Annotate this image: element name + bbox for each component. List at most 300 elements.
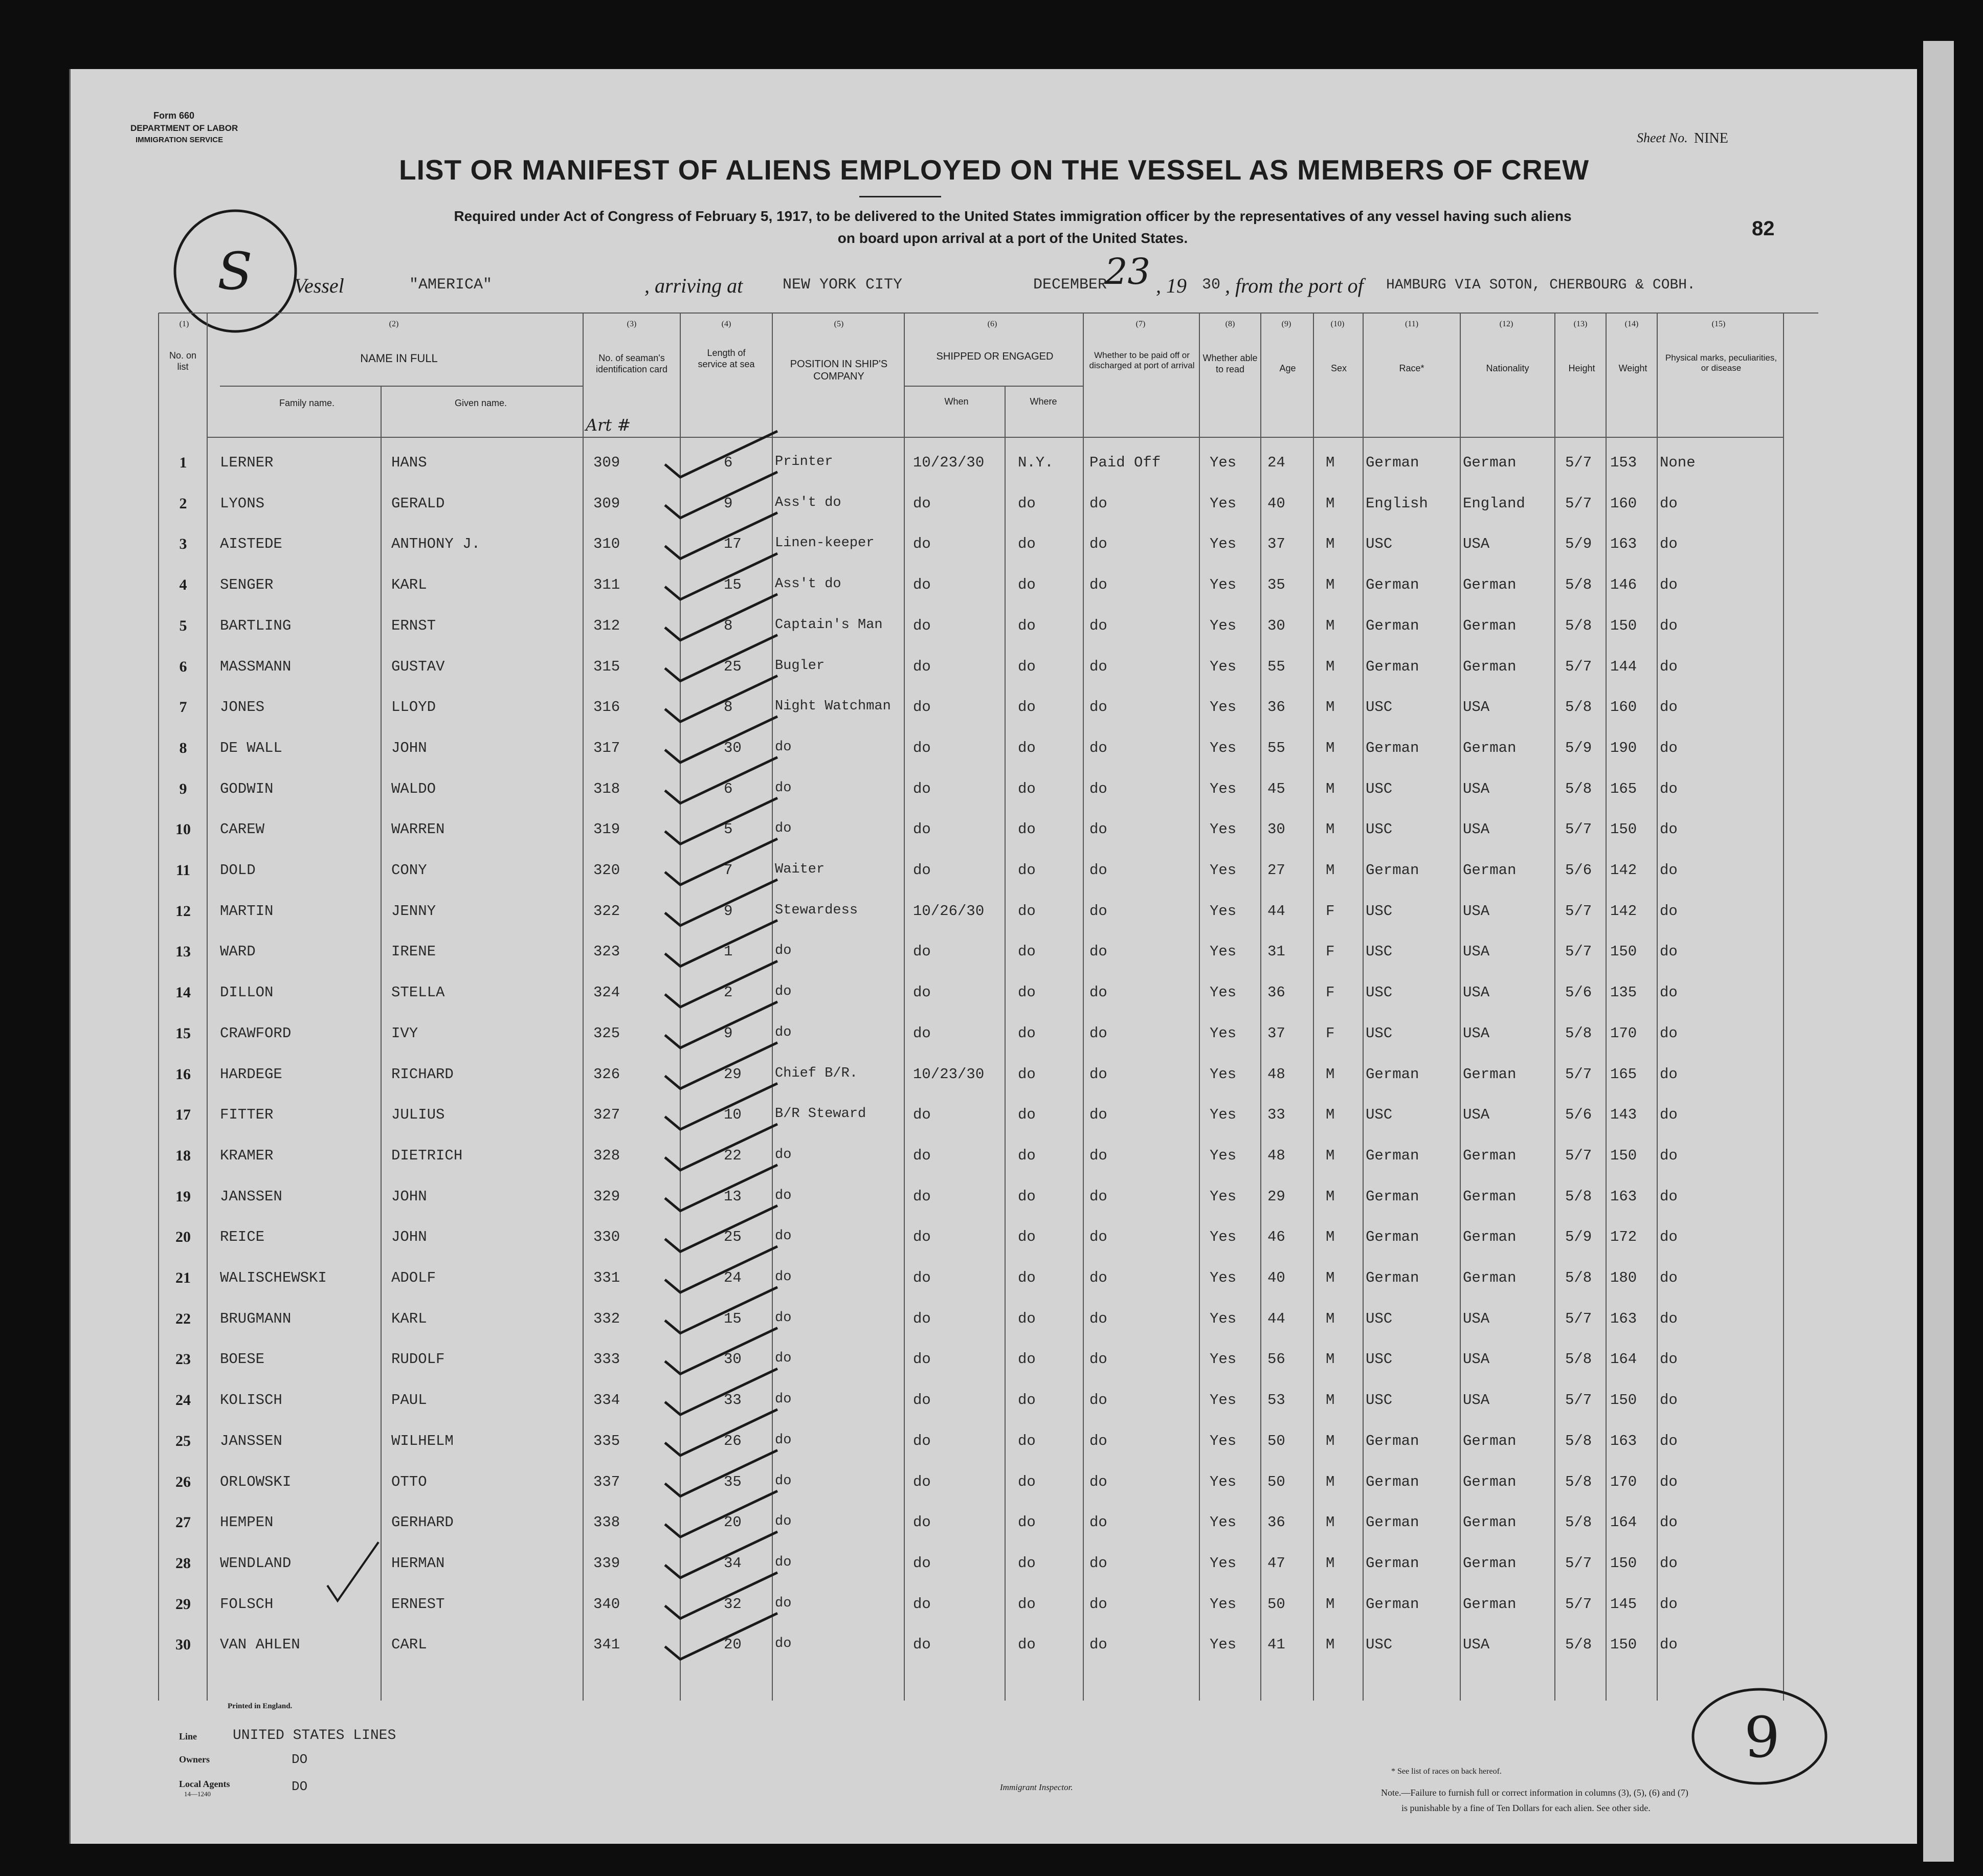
length-service-cell: 32 bbox=[724, 1595, 742, 1613]
height-cell: 5/7 bbox=[1565, 1595, 1592, 1613]
id-card-cell: 327 bbox=[593, 1106, 620, 1124]
id-card-cell: 319 bbox=[593, 821, 620, 838]
shipped-when-cell: do bbox=[913, 1269, 931, 1286]
row-number: 26 bbox=[175, 1473, 191, 1490]
height-cell: 5/7 bbox=[1565, 1147, 1592, 1164]
given-name-cell: DIETRICH bbox=[391, 1147, 463, 1164]
race-cell: German bbox=[1366, 658, 1419, 675]
paid-off-cell: Paid Off bbox=[1089, 454, 1161, 471]
able-to-read-cell: Yes bbox=[1210, 1229, 1237, 1246]
position-cell: Bugler bbox=[775, 658, 825, 674]
weight-cell: 163 bbox=[1610, 1432, 1637, 1449]
row-number: 18 bbox=[175, 1147, 191, 1164]
row-number: 29 bbox=[175, 1595, 191, 1613]
age-cell: 37 bbox=[1267, 535, 1285, 553]
given-name-cell: JOHN bbox=[391, 1188, 427, 1205]
age-cell: 44 bbox=[1267, 902, 1285, 920]
position-cell: do bbox=[775, 1473, 792, 1489]
paid-off-cell: do bbox=[1089, 1636, 1107, 1654]
weight-cell: 165 bbox=[1610, 1065, 1637, 1083]
shipped-where-cell: do bbox=[1018, 576, 1036, 594]
shipped-when-cell: do bbox=[913, 658, 931, 675]
height-cell: 5/8 bbox=[1565, 1473, 1592, 1490]
id-card-cell: 332 bbox=[593, 1310, 620, 1327]
check-mark bbox=[665, 1205, 777, 1252]
race-cell: USC bbox=[1366, 1106, 1393, 1124]
race-cell: German bbox=[1366, 1595, 1419, 1613]
line-label: Line bbox=[179, 1731, 197, 1741]
shipped-when-cell: do bbox=[913, 699, 931, 716]
family-name-cell: SENGER bbox=[220, 576, 274, 594]
nationality-cell: USA bbox=[1463, 1351, 1490, 1368]
height-cell: 5/8 bbox=[1565, 1432, 1592, 1449]
length-service-cell: 30 bbox=[724, 739, 742, 756]
physical-marks-cell: do bbox=[1660, 1024, 1678, 1042]
col-num-3: (3) bbox=[627, 320, 637, 328]
check-mark bbox=[665, 717, 777, 763]
weight-cell: 150 bbox=[1610, 617, 1637, 634]
sheet-value: NINE bbox=[1694, 130, 1728, 146]
physical-marks-cell: do bbox=[1660, 1106, 1678, 1124]
shipped-when-cell: do bbox=[913, 535, 931, 553]
race-cell: USC bbox=[1366, 821, 1393, 838]
able-to-read-cell: Yes bbox=[1210, 1106, 1237, 1124]
inspector-label: Immigrant Inspector. bbox=[1000, 1782, 1073, 1792]
sex-cell: M bbox=[1326, 699, 1335, 716]
check-mark bbox=[665, 1002, 777, 1048]
nationality-cell: German bbox=[1463, 454, 1517, 471]
check-mark bbox=[665, 1491, 777, 1537]
id-card-cell: 329 bbox=[593, 1188, 620, 1205]
form-number: Form 660 bbox=[153, 110, 195, 121]
weight-cell: 170 bbox=[1610, 1473, 1637, 1490]
length-service-cell: 8 bbox=[724, 617, 733, 634]
height-cell: 5/7 bbox=[1565, 1310, 1592, 1327]
header-where: Where bbox=[1030, 396, 1057, 407]
check-mark bbox=[665, 594, 777, 640]
length-service-cell: 29 bbox=[724, 1065, 742, 1083]
id-card-cell: 311 bbox=[593, 576, 620, 594]
paid-off-cell: do bbox=[1089, 1269, 1107, 1286]
row-number: 2 bbox=[179, 495, 187, 512]
race-cell: USC bbox=[1366, 1392, 1393, 1409]
header-id-card: No. of seaman's identification card bbox=[595, 353, 668, 374]
shipped-when-cell: do bbox=[913, 1024, 931, 1042]
family-name-cell: HARDEGE bbox=[220, 1065, 282, 1083]
able-to-read-cell: Yes bbox=[1210, 1432, 1237, 1449]
length-service-cell: 6 bbox=[724, 454, 733, 471]
family-name-cell: FITTER bbox=[220, 1106, 274, 1124]
shipped-when-cell: do bbox=[913, 862, 931, 879]
length-service-cell: 20 bbox=[724, 1514, 742, 1531]
family-name-cell: VAN AHLEN bbox=[220, 1636, 300, 1654]
weight-cell: 144 bbox=[1610, 658, 1637, 675]
shipped-when-cell: do bbox=[913, 984, 931, 1001]
check-mark bbox=[665, 1328, 777, 1374]
shipped-when-cell: do bbox=[913, 1432, 931, 1449]
subtitle-line-1: Required under Act of Congress of February 5, 1917, to be delivered to the United States immigration officer by the representatives of any vessel having such aliens bbox=[454, 208, 1572, 224]
position-cell: do bbox=[775, 1229, 792, 1244]
shipped-where-cell: do bbox=[1018, 617, 1036, 634]
check-mark bbox=[665, 553, 777, 599]
race-cell: German bbox=[1366, 1269, 1419, 1286]
race-cell: USC bbox=[1366, 1636, 1393, 1654]
shipped-where-cell: do bbox=[1018, 1351, 1036, 1368]
height-cell: 5/8 bbox=[1565, 617, 1592, 634]
shipped-when-cell: do bbox=[913, 1229, 931, 1246]
shipped-where-cell: do bbox=[1018, 862, 1036, 879]
paid-off-cell: do bbox=[1089, 1106, 1107, 1124]
physical-marks-cell: do bbox=[1660, 739, 1678, 756]
nationality-cell: USA bbox=[1463, 984, 1490, 1001]
shipped-where-cell: do bbox=[1018, 1310, 1036, 1327]
paid-off-cell: do bbox=[1089, 1065, 1107, 1083]
position-cell: do bbox=[775, 943, 792, 959]
sex-cell: M bbox=[1326, 1269, 1335, 1286]
weight-cell: 150 bbox=[1610, 821, 1637, 838]
shipped-when-cell: do bbox=[913, 821, 931, 838]
row-number: 10 bbox=[175, 821, 191, 838]
sex-cell: M bbox=[1326, 1392, 1335, 1409]
nationality-cell: USA bbox=[1463, 943, 1490, 961]
weight-cell: 150 bbox=[1610, 943, 1637, 961]
position-cell: Ass't do bbox=[775, 576, 841, 592]
check-mark bbox=[665, 635, 777, 681]
weight-cell: 165 bbox=[1610, 780, 1637, 797]
family-name-cell: DE WALL bbox=[220, 739, 282, 756]
id-card-cell: 316 bbox=[593, 699, 620, 716]
weight-cell: 150 bbox=[1610, 1636, 1637, 1654]
length-service-cell: 17 bbox=[724, 535, 742, 553]
position-cell: do bbox=[775, 1310, 792, 1326]
paid-off-cell: do bbox=[1089, 984, 1107, 1001]
able-to-read-cell: Yes bbox=[1210, 1188, 1237, 1205]
position-cell: Linen-keeper bbox=[775, 535, 875, 551]
col-num-9: (9) bbox=[1281, 320, 1291, 328]
shipped-when-cell: 10/23/30 bbox=[913, 454, 985, 471]
nationality-cell: German bbox=[1463, 1554, 1517, 1572]
shipped-where-cell: do bbox=[1018, 1473, 1036, 1490]
year-prefix: , 19 bbox=[1156, 274, 1187, 297]
weight-cell: 163 bbox=[1610, 1310, 1637, 1327]
position-cell: do bbox=[775, 1595, 792, 1611]
row-number: 11 bbox=[175, 862, 191, 879]
sex-cell: M bbox=[1326, 739, 1335, 756]
paid-off-cell: do bbox=[1089, 902, 1107, 920]
height-cell: 5/7 bbox=[1565, 1554, 1592, 1572]
check-mark bbox=[665, 1043, 777, 1089]
race-cell: German bbox=[1366, 1432, 1419, 1449]
given-name-cell: KARL bbox=[391, 1310, 427, 1327]
physical-marks-cell: do bbox=[1660, 617, 1678, 634]
id-card-cell: 337 bbox=[593, 1473, 620, 1490]
race-cell: German bbox=[1366, 1147, 1419, 1164]
shipped-when-cell: do bbox=[913, 943, 931, 961]
length-service-cell: 25 bbox=[724, 1229, 742, 1246]
family-name-cell: JANSSEN bbox=[220, 1432, 282, 1449]
given-name-cell: CONY bbox=[391, 862, 427, 879]
physical-marks-cell: do bbox=[1660, 1595, 1678, 1613]
given-name-cell: OTTO bbox=[391, 1473, 427, 1490]
age-cell: 36 bbox=[1267, 699, 1285, 716]
family-name-cell: AISTEDE bbox=[220, 535, 282, 553]
family-name-cell: GODWIN bbox=[220, 780, 274, 797]
race-cell: USC bbox=[1366, 1024, 1393, 1042]
able-to-read-cell: Yes bbox=[1210, 1554, 1237, 1572]
able-to-read-cell: Yes bbox=[1210, 535, 1237, 553]
age-cell: 50 bbox=[1267, 1432, 1285, 1449]
paid-off-cell: do bbox=[1089, 617, 1107, 634]
race-cell: German bbox=[1366, 1554, 1419, 1572]
age-cell: 30 bbox=[1267, 821, 1285, 838]
given-name-cell: RUDOLF bbox=[391, 1351, 445, 1368]
given-name-cell: WILHELM bbox=[391, 1432, 454, 1449]
row-number: 30 bbox=[175, 1636, 191, 1654]
sex-cell: M bbox=[1326, 617, 1335, 634]
header-given-name: Given name. bbox=[454, 398, 507, 408]
position-cell: do bbox=[775, 1147, 792, 1163]
weight-cell: 190 bbox=[1610, 739, 1637, 756]
race-cell: German bbox=[1366, 1229, 1419, 1246]
shipped-where-cell: do bbox=[1018, 1147, 1036, 1164]
paid-off-cell: do bbox=[1089, 1351, 1107, 1368]
age-cell: 27 bbox=[1267, 862, 1285, 879]
nationality-cell: USA bbox=[1463, 1024, 1490, 1042]
row-number: 12 bbox=[175, 902, 191, 920]
col-num-11: (11) bbox=[1405, 320, 1419, 328]
row-number: 25 bbox=[175, 1432, 191, 1449]
col-num-12: (12) bbox=[1499, 320, 1513, 328]
length-service-cell: 22 bbox=[724, 1147, 742, 1164]
header-physical-marks: Physical marks, peculiarities, or disease bbox=[1665, 353, 1777, 373]
id-card-cell: 318 bbox=[593, 780, 620, 797]
length-service-cell: 9 bbox=[724, 495, 733, 512]
check-mark bbox=[665, 1369, 777, 1415]
length-service-cell: 35 bbox=[724, 1473, 742, 1490]
id-card-cell: 339 bbox=[593, 1554, 620, 1572]
row-number: 22 bbox=[175, 1310, 191, 1327]
physical-marks-cell: do bbox=[1660, 576, 1678, 594]
arrival-day: 23 bbox=[1105, 251, 1151, 293]
header-weight: Weight bbox=[1618, 363, 1647, 373]
races-footnote: * See list of races on back hereof. bbox=[1391, 1767, 1502, 1776]
nationality-cell: German bbox=[1463, 739, 1517, 756]
given-name-cell: WARREN bbox=[391, 821, 445, 838]
shipped-where-cell: do bbox=[1018, 658, 1036, 675]
height-cell: 5/9 bbox=[1565, 1229, 1592, 1246]
length-service-cell: 13 bbox=[724, 1188, 742, 1205]
position-cell: do bbox=[775, 780, 792, 796]
physical-marks-cell: do bbox=[1660, 1351, 1678, 1368]
family-name-cell: HEMPEN bbox=[220, 1514, 274, 1531]
family-name-cell: ORLOWSKI bbox=[220, 1473, 292, 1490]
family-name-cell: BOESE bbox=[220, 1351, 265, 1368]
physical-marks-cell: do bbox=[1660, 984, 1678, 1001]
position-cell: Printer bbox=[775, 454, 833, 470]
sex-cell: M bbox=[1326, 1595, 1335, 1613]
given-name-cell: RICHARD bbox=[391, 1065, 454, 1083]
check-mark bbox=[665, 1083, 777, 1129]
nationality-cell: England bbox=[1463, 495, 1525, 512]
owners-value: DO bbox=[292, 1752, 308, 1767]
family-name-cell: DILLON bbox=[220, 984, 274, 1001]
position-cell: do bbox=[775, 1392, 792, 1408]
physical-marks-cell: do bbox=[1660, 1188, 1678, 1205]
arrival-year: 30 bbox=[1202, 276, 1221, 294]
shipped-when-cell: do bbox=[913, 1106, 931, 1124]
header-when: When bbox=[944, 396, 969, 407]
shipped-when-cell: do bbox=[913, 1188, 931, 1205]
weight-cell: 135 bbox=[1610, 984, 1637, 1001]
shipped-where-cell: do bbox=[1018, 1554, 1036, 1572]
position-cell: do bbox=[775, 984, 792, 1000]
age-cell: 47 bbox=[1267, 1554, 1285, 1572]
row-number: 13 bbox=[175, 943, 191, 961]
check-mark bbox=[665, 798, 777, 844]
sex-cell: M bbox=[1326, 780, 1335, 797]
weight-cell: 153 bbox=[1610, 454, 1637, 471]
nationality-cell: USA bbox=[1463, 1106, 1490, 1124]
family-name-cell: WALISCHEWSKI bbox=[220, 1269, 327, 1286]
physical-marks-cell: do bbox=[1660, 1636, 1678, 1654]
age-cell: 35 bbox=[1267, 576, 1285, 594]
row-number: 23 bbox=[175, 1351, 191, 1368]
shipped-where-cell: do bbox=[1018, 821, 1036, 838]
paid-off-cell: do bbox=[1089, 1554, 1107, 1572]
physical-marks-cell: do bbox=[1660, 1147, 1678, 1164]
family-name-cell: MASSMANN bbox=[220, 658, 292, 675]
nationality-cell: USA bbox=[1463, 780, 1490, 797]
given-name-cell: GERALD bbox=[391, 495, 445, 512]
weight-cell: 180 bbox=[1610, 1269, 1637, 1286]
header-paid-off: Whether to be paid off or discharged at port of arrival bbox=[1089, 350, 1195, 371]
weight-cell: 145 bbox=[1610, 1595, 1637, 1613]
height-cell: 5/8 bbox=[1565, 1636, 1592, 1654]
given-name-cell: JULIUS bbox=[391, 1106, 445, 1124]
shipped-where-cell: do bbox=[1018, 495, 1036, 512]
position-cell: Chief B/R. bbox=[775, 1065, 858, 1081]
id-card-cell: 317 bbox=[593, 739, 620, 756]
able-to-read-cell: Yes bbox=[1210, 1595, 1237, 1613]
age-cell: 41 bbox=[1267, 1636, 1285, 1654]
race-cell: German bbox=[1366, 1514, 1419, 1531]
nationality-cell: German bbox=[1463, 1514, 1517, 1531]
vessel-name: "AMERICA" bbox=[409, 276, 493, 294]
paid-off-cell: do bbox=[1089, 1188, 1107, 1205]
line-value: UNITED STATES LINES bbox=[233, 1728, 396, 1744]
id-card-cell: 330 bbox=[593, 1229, 620, 1246]
height-cell: 5/7 bbox=[1565, 454, 1592, 471]
length-service-cell: 5 bbox=[724, 821, 733, 838]
height-cell: 5/7 bbox=[1565, 1392, 1592, 1409]
family-name-cell: BRUGMANN bbox=[220, 1310, 292, 1327]
height-cell: 5/8 bbox=[1565, 1514, 1592, 1531]
nationality-cell: German bbox=[1463, 658, 1517, 675]
able-to-read-cell: Yes bbox=[1210, 1351, 1237, 1368]
nationality-cell: USA bbox=[1463, 535, 1490, 553]
age-cell: 48 bbox=[1267, 1147, 1285, 1164]
shipped-when-cell: do bbox=[913, 1514, 931, 1531]
header-race: Race* bbox=[1399, 363, 1424, 373]
race-cell: German bbox=[1366, 576, 1419, 594]
shipped-when-cell: do bbox=[913, 780, 931, 797]
race-cell: German bbox=[1366, 739, 1419, 756]
id-card-cell: 331 bbox=[593, 1269, 620, 1286]
able-to-read-cell: Yes bbox=[1210, 1473, 1237, 1490]
id-card-cell: 328 bbox=[593, 1147, 620, 1164]
family-name-cell: JONES bbox=[220, 699, 265, 716]
position-cell: do bbox=[775, 1636, 792, 1652]
length-service-cell: 33 bbox=[724, 1392, 742, 1409]
given-name-cell: STELLA bbox=[391, 984, 445, 1001]
physical-marks-cell: do bbox=[1660, 943, 1678, 961]
id-card-cell: 325 bbox=[593, 1024, 620, 1042]
age-cell: 48 bbox=[1267, 1065, 1285, 1083]
sex-cell: M bbox=[1326, 1188, 1335, 1205]
race-cell: German bbox=[1366, 454, 1419, 471]
height-cell: 5/7 bbox=[1565, 821, 1592, 838]
weight-cell: 160 bbox=[1610, 699, 1637, 716]
check-mark bbox=[665, 1532, 777, 1578]
row-number: 27 bbox=[175, 1514, 191, 1531]
weight-cell: 163 bbox=[1610, 1188, 1637, 1205]
weight-cell: 143 bbox=[1610, 1106, 1637, 1124]
paid-off-cell: do bbox=[1089, 780, 1107, 797]
given-name-cell: GUSTAV bbox=[391, 658, 445, 675]
document-title: LIST OR MANIFEST OF ALIENS EMPLOYED ON THE VESSEL AS MEMBERS OF CREW bbox=[399, 154, 1590, 186]
col-num-5: (5) bbox=[834, 320, 844, 328]
height-cell: 5/7 bbox=[1565, 495, 1592, 512]
age-cell: 37 bbox=[1267, 1024, 1285, 1042]
family-name-cell: WENDLAND bbox=[220, 1554, 292, 1572]
shipped-when-cell: do bbox=[913, 617, 931, 634]
weight-cell: 170 bbox=[1610, 1024, 1637, 1042]
shipped-where-cell: N.Y. bbox=[1018, 454, 1054, 471]
able-to-read-cell: Yes bbox=[1210, 821, 1237, 838]
check-mark bbox=[665, 757, 777, 803]
id-card-cell: 326 bbox=[593, 1065, 620, 1083]
weight-cell: 163 bbox=[1610, 535, 1637, 553]
circled-sheet-number bbox=[1688, 1685, 1831, 1788]
height-cell: 5/8 bbox=[1565, 576, 1592, 594]
age-cell: 44 bbox=[1267, 1310, 1285, 1327]
paid-off-cell: do bbox=[1089, 699, 1107, 716]
weight-cell: 150 bbox=[1610, 1147, 1637, 1164]
shipped-when-cell: do bbox=[913, 1310, 931, 1327]
physical-marks-cell: do bbox=[1660, 902, 1678, 920]
age-cell: 50 bbox=[1267, 1473, 1285, 1490]
id-card-cell: 334 bbox=[593, 1392, 620, 1409]
nationality-cell: USA bbox=[1463, 821, 1490, 838]
position-cell: B/R Steward bbox=[775, 1106, 866, 1122]
length-service-cell: 10 bbox=[724, 1106, 742, 1124]
sex-cell: M bbox=[1326, 1147, 1335, 1164]
age-cell: 55 bbox=[1267, 658, 1285, 675]
nationality-cell: German bbox=[1463, 1269, 1517, 1286]
able-to-read-cell: Yes bbox=[1210, 943, 1237, 961]
sex-cell: F bbox=[1326, 1024, 1335, 1042]
able-to-read-cell: Yes bbox=[1210, 862, 1237, 879]
sex-cell: M bbox=[1326, 1554, 1335, 1572]
agents-value: DO bbox=[292, 1779, 308, 1794]
id-card-cell: 312 bbox=[593, 617, 620, 634]
shipped-where-cell: do bbox=[1018, 780, 1036, 797]
given-name-cell: JENNY bbox=[391, 902, 436, 920]
able-to-read-cell: Yes bbox=[1210, 780, 1237, 797]
family-name-cell: MARTIN bbox=[220, 902, 274, 920]
age-cell: 55 bbox=[1267, 739, 1285, 756]
age-cell: 40 bbox=[1267, 1269, 1285, 1286]
